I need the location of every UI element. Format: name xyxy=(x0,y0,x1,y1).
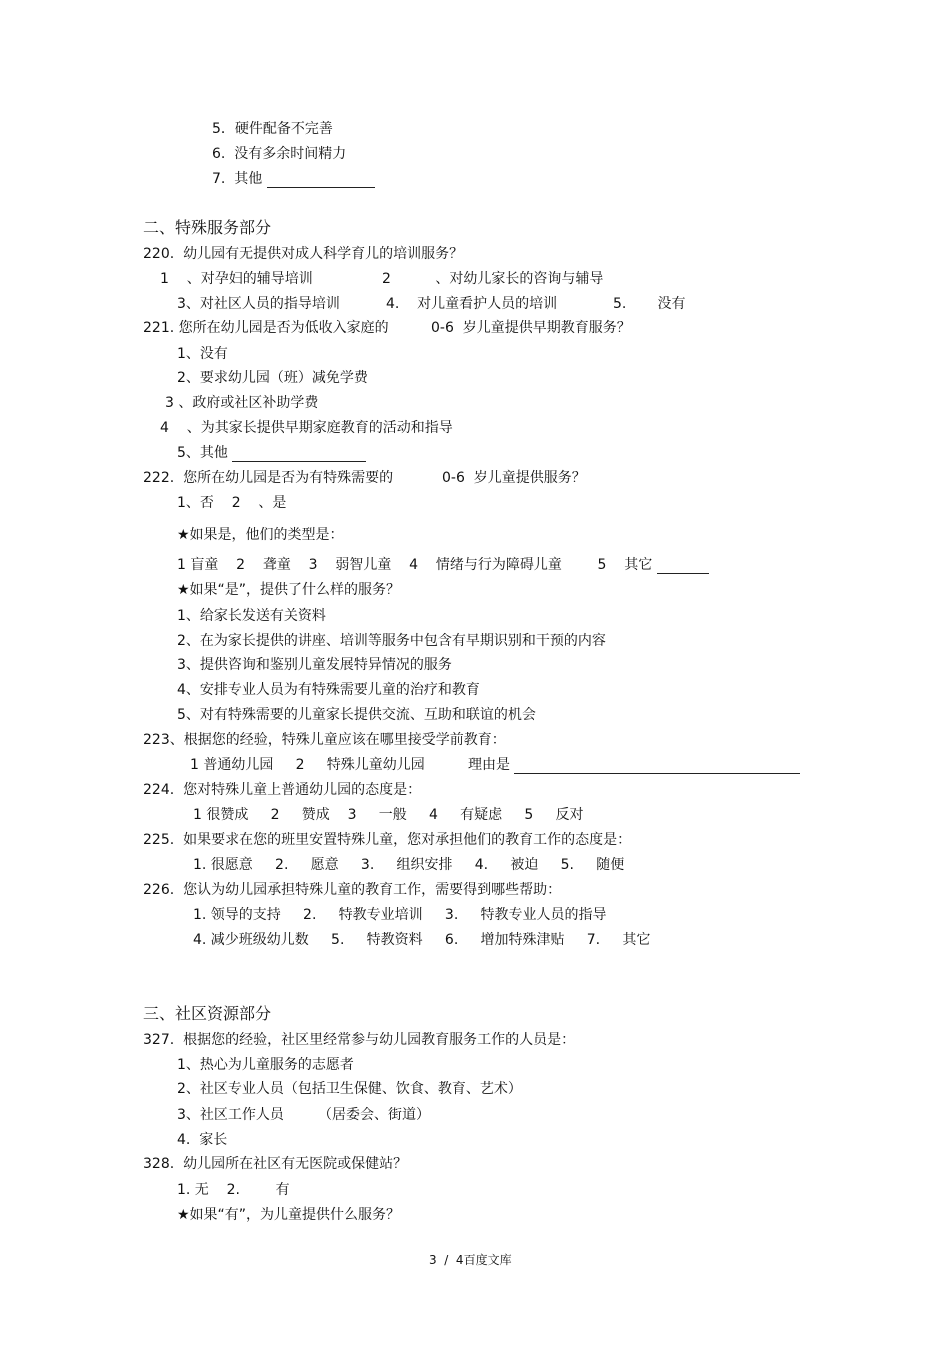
option-line: 1. 无 2. 有 xyxy=(177,1182,290,1198)
option-line: 5．硬件配备不完善 xyxy=(212,121,333,137)
follow-up: ★如果“有”，为儿童提供什么服务？ xyxy=(177,1207,401,1223)
option-line: 1 普通幼儿园 2 特殊儿童幼儿园 xyxy=(190,757,425,773)
option-line: 4. 家长 xyxy=(177,1132,228,1148)
option-line: 1、热心为儿童服务的志愿者 xyxy=(177,1057,354,1073)
question-cont: 0-6 岁儿童提供服务？ xyxy=(442,470,586,486)
option-line-note: （居委会、街道） xyxy=(318,1107,430,1123)
follow-up: ★如果是，他们的类型是： xyxy=(177,527,344,543)
option-line: 2、社区专业人员（包括卫生保健、饮食、教育、艺术） xyxy=(177,1081,522,1097)
option-line: 1 很赞成 2 赞成 3 一般 4 有疑虑 5 反对 xyxy=(193,807,584,823)
option-line: 7. 其他 xyxy=(212,170,375,188)
option-line: 3、提供咨询和鉴别儿童发展特异情况的服务 xyxy=(177,657,452,673)
option-line: 1、否 2 、是 xyxy=(177,495,287,511)
reason-line: 理由是 xyxy=(468,756,800,774)
question: 220. 幼儿园有无提供对成人科学育儿的培训服务？ xyxy=(143,246,464,262)
option-line: 3 、政府或社区补助学费 xyxy=(165,395,319,411)
option-line: 4. 减少班级幼儿数 5. 特教资料 6. 增加特殊津贴 7. 其它 xyxy=(193,932,651,948)
option-line: 5、其他 xyxy=(177,444,366,462)
question: 327. 根据您的经验，社区里经常参与幼儿园教育服务工作的人员是： xyxy=(143,1032,576,1048)
question: 221. 您所在幼儿园是否为低收入家庭的 xyxy=(143,320,389,336)
question: 222. 您所在幼儿园是否为有特殊需要的 xyxy=(143,470,394,486)
option-line: 1 、对孕妇的辅导培训 xyxy=(160,271,313,287)
question: 328. 幼儿园所在社区有无医院或保健站？ xyxy=(143,1156,408,1172)
option-line: 1、没有 xyxy=(177,346,228,362)
option-line: 1. 很愿意 2. 愿意 3. 组织安排 4. 被迫 5. 随便 xyxy=(193,857,625,873)
section-title: 三、社区资源部分 xyxy=(143,1004,272,1023)
option-line: 4、安排专业人员为有特殊需要儿童的治疗和教育 xyxy=(177,682,480,698)
question: 226. 您认为幼儿园承担特殊儿童的教育工作，需要得到哪些帮助： xyxy=(143,882,562,898)
option-line: 1、给家长发送有关资料 xyxy=(177,608,326,624)
option-line: 2 、对幼儿家长的咨询与辅导 xyxy=(382,271,604,287)
question: 223、根据您的经验，特殊儿童应该在哪里接受学前教育： xyxy=(143,732,506,748)
option-line: 3、社区工作人员 xyxy=(177,1107,284,1123)
question: 225. 如果要求在您的班里安置特殊儿童，您对承担他们的教育工作的态度是： xyxy=(143,832,632,848)
follow-up: ★如果“是”，提供了什么样的服务？ xyxy=(177,582,401,598)
question: 224. 您对特殊儿童上普通幼儿园的态度是： xyxy=(143,782,422,798)
fill-blank xyxy=(514,759,800,774)
option-line: 5. 没有 xyxy=(613,296,686,312)
option-line: 3、对社区人员的指导培训 xyxy=(177,296,340,312)
option-line: 4. 对儿童看护人员的培训 xyxy=(386,296,558,312)
fill-blank xyxy=(657,559,709,574)
section-title: 二、特殊服务部分 xyxy=(143,218,272,237)
option-line: 6. 没有多余时间精力 xyxy=(212,146,347,162)
fill-blank xyxy=(267,173,375,188)
page-footer: 3 / 4百度文库 xyxy=(429,1253,512,1267)
option-line: 1. 领导的支持 2. 特教专业培训 3. 特教专业人员的指导 xyxy=(193,907,607,923)
option-line: 2、在为家长提供的讲座、培训等服务中包含有早期识别和干预的内容 xyxy=(177,633,606,649)
fill-blank xyxy=(232,447,366,462)
question-cont: 0-6 岁儿童提供早期教育服务？ xyxy=(431,320,631,336)
option-line: 5、对有特殊需要的儿童家长提供交流、互助和联谊的机会 xyxy=(177,707,536,723)
option-line: 2、要求幼儿园（班）减免学费 xyxy=(177,370,368,386)
option-line: 4 、为其家长提供早期家庭教育的活动和指导 xyxy=(160,420,453,436)
option-line: 1 盲童 2 聋童 3 弱智儿童 4 情绪与行为障碍儿童 5 其它 xyxy=(177,556,709,574)
